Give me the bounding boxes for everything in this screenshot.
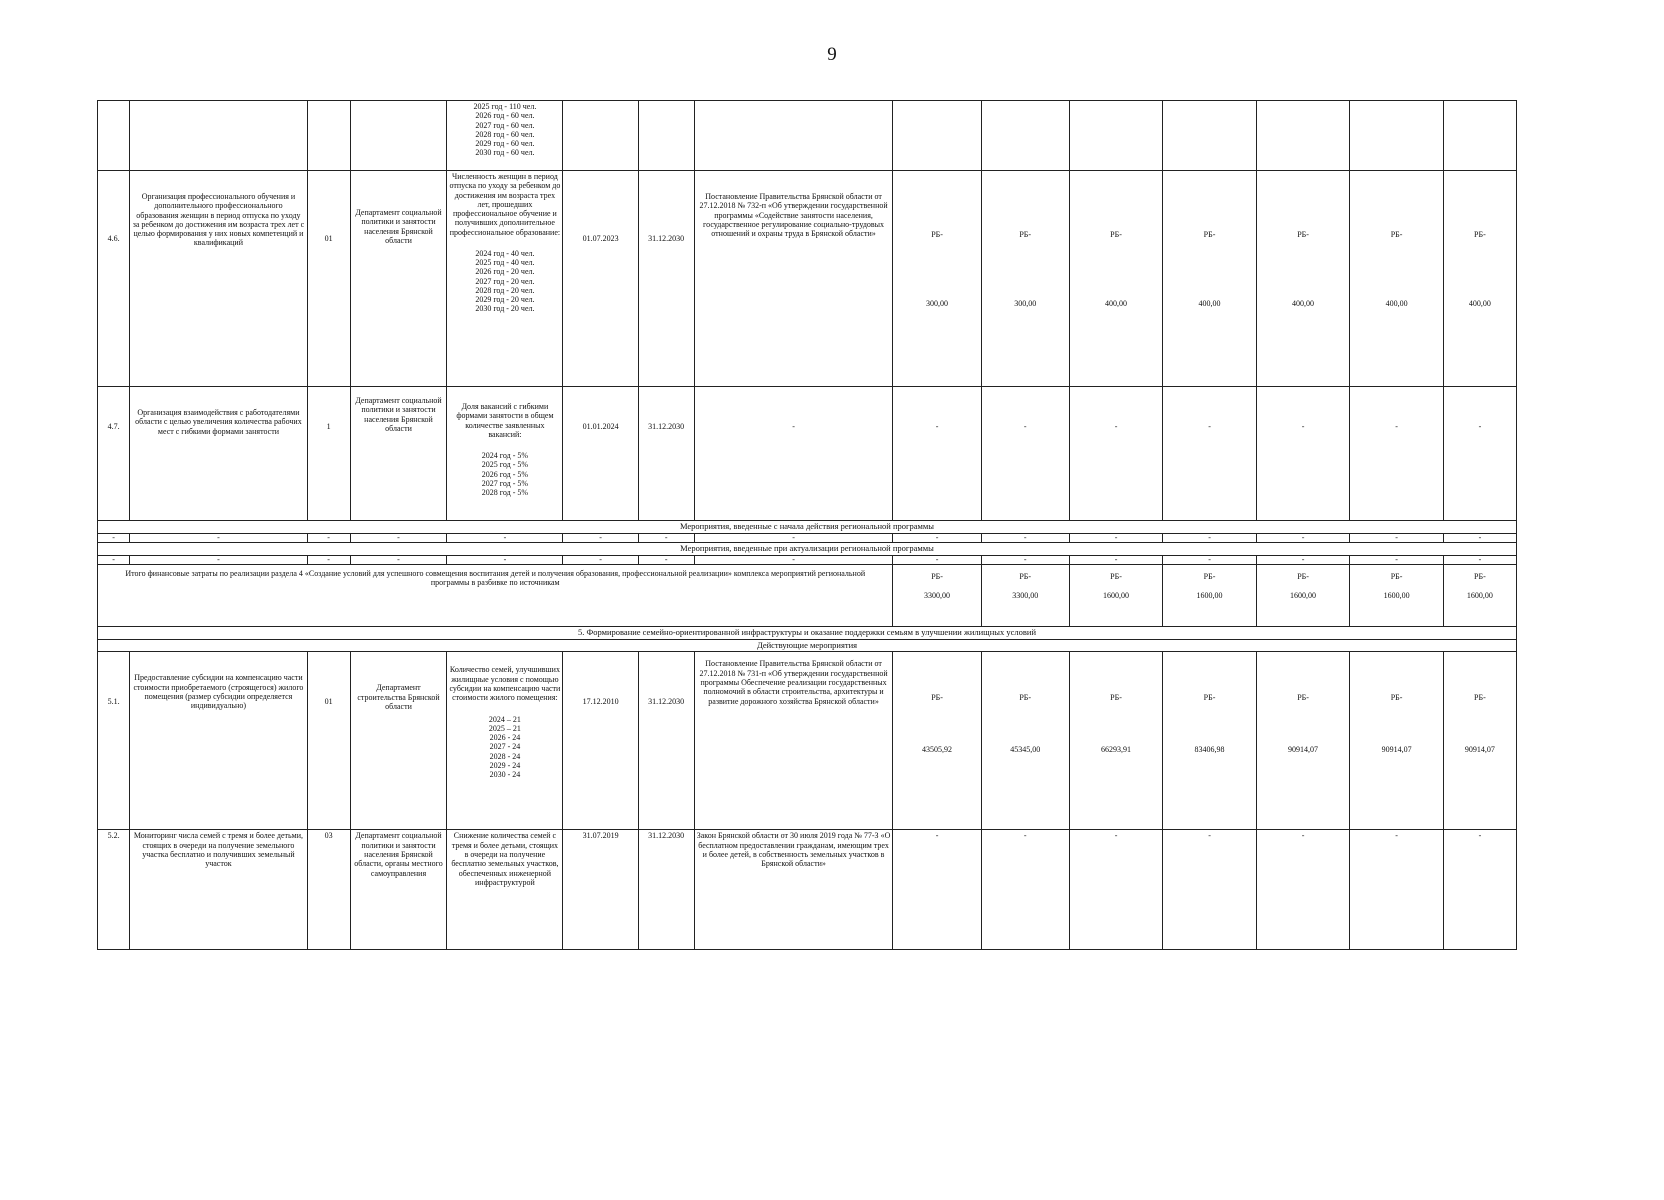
source-label: РБ- [1390,571,1403,581]
amount-2024: - [935,422,939,431]
measure-code: 03 [307,830,350,950]
total-2025: 3300,00 [1012,590,1039,600]
dash-cell: - [1350,533,1444,542]
row-number: 5.1. [107,697,120,707]
dash-cell: - [1256,533,1350,542]
amount-2024: - [893,830,981,950]
source-label: РБ- [1110,230,1122,239]
amount-2024: 43505,92 [922,744,953,754]
legal-basis: Постановление Правительства Брянской области от 27.12.2018 № 732-п «Об утверждении государственной программы «Содействие занятости населения, государственное регулирование социально-трудовых отношений и охраны труда в Брянской области» [699,192,888,239]
dash-cell: - [307,555,350,564]
indicator-text: Снижение количества семей с тремя и более детьми, стоящих в очереди на получение бесплатно земельных участков, обеспеченных инженерной инфраструктурой [447,830,563,950]
dash-cell: - [638,533,694,542]
amount-2028: 90914,07 [1288,744,1319,754]
dash-cell: - [694,533,893,542]
start-date: 17.12.2010 [582,697,619,707]
start-date: 01.07.2023 [582,234,619,243]
source-label: РБ- [1474,693,1486,703]
amount-2029: - [1395,422,1398,431]
section-heading: Мероприятия, введенные с начала действия региональной программы [98,521,1517,534]
dash-cell: - [98,533,130,542]
amount-2026: 66293,91 [1101,744,1132,754]
legal-basis: Закон Брянской области от 30 июля 2019 года № 77-З «О бесплатном предоставлении гражданам, имеющим трех и более детей, в собственность земельных участков в Брянской области» [694,830,893,950]
dash-cell: - [130,533,307,542]
source-label: РБ- [1110,571,1122,581]
table-row-5-2 [98,830,1517,950]
amount-2030: 90914,07 [1464,744,1495,754]
section-heading: Мероприятия, введенные при актуализации региональной программы [98,542,1517,555]
indicator-values: 2024 год - 40 чел. 2025 год - 40 чел. 2026 год - 20 чел. 2027 год - 20 чел. 2028 год - 20 чел. 2029 год - 20 чел. 2030 год - 20 чел. [475,248,535,314]
total-2029: 1600,00 [1383,590,1410,600]
amount-2027: - [1163,830,1257,950]
amount-2027: - [1208,422,1211,431]
dash-cell: - [981,533,1069,542]
dash-cell: - [981,555,1069,564]
source-label: РБ- [1019,230,1032,239]
amount-2028: - [1256,830,1350,950]
executor: Департамент строительства Брянской области [357,683,440,711]
source-label: РБ- [931,230,943,239]
amount-2027: 83406,98 [1194,744,1225,754]
amount-2026: - [1069,830,1163,950]
section-5-title: 5. Формирование семейно-ориентированной инфраструктуры и оказание поддержки семьям в улучшении жилищных условий [98,626,1517,639]
source-label: РБ- [1203,230,1216,239]
row-number: 4.7. [107,422,120,431]
table-row-4-6 [98,171,1517,387]
dash-cell: - [638,555,694,564]
end-date: 31.12.2030 [648,234,685,243]
dash-cell: - [1069,555,1163,564]
amount-2025: 45345,00 [1010,744,1041,754]
source-label: РБ- [1110,693,1122,703]
measure-name: Предоставление субсидии на компенсацию части стоимости приобретаемого (строящегося) жилого помещения (размер субсидии определяется индивидуально) [133,673,304,711]
total-2024: 3300,00 [924,590,951,600]
amount-2029: 400,00 [1385,299,1408,309]
measure-name: Организация профессионального обучения и дополнительного профессионального образования женщин в период отпуска по уходу за ребенком до достижения им возраста трех лет с целью формирования у них новых компетенций и квалификаций [132,192,305,248]
amount-2025: - [1023,422,1027,431]
row-number: 4.6. [107,234,120,243]
amount-2024: 300,00 [926,299,949,309]
indicator-text: Доля вакансий с гибкими формами занятости в общем количестве заявленных вакансий: [456,402,554,439]
dash-cell: - [563,533,638,542]
amount-2028: 400,00 [1292,299,1315,309]
table-row [98,101,1517,171]
dash-cell: - [1069,533,1163,542]
start-date: 31.07.2019 [563,830,638,950]
page-number: 9 [827,44,837,65]
section-5-sub-row [98,639,1517,652]
measure-code: 01 [324,697,333,707]
amount-2030: 400,00 [1468,299,1491,309]
amount-2029: 90914,07 [1381,744,1412,754]
total-label: Итого финансовые затраты по реализации раздела 4 «Создание условий для успешного совмещения воспитания детей и получения образования, профессиональной реализации» комплекса мероприятий региональной программы в разбивке по источникам [98,564,893,626]
total-2030: 1600,00 [1466,590,1493,600]
source-label: РБ- [1474,571,1486,581]
source-label: РБ- [931,693,943,703]
source-label: РБ- [1297,693,1309,703]
dash-cell: - [1443,555,1516,564]
amount-2029: - [1350,830,1444,950]
source-label: РБ- [1390,693,1403,703]
amount-2026: - [1114,422,1118,431]
total-2027: 1600,00 [1196,590,1223,600]
dash-cell: - [1443,533,1516,542]
source-label: РБ- [1297,571,1309,581]
indicator-values-cell: 2025 год - 110 чел. 2026 год - 60 чел. 2027 год - 60 чел. 2028 год - 60 чел. 2029 год - 60 чел. 2030 год - 60 чел. [447,101,563,171]
dash-cell: - [1163,555,1257,564]
section-heading-row [98,542,1517,555]
source-label: РБ- [1297,230,1309,239]
amount-2028: - [1301,422,1305,431]
table-row-4-7 [98,387,1517,521]
source-label: РБ- [931,571,943,581]
dash-cell: - [1163,533,1257,542]
source-label: РБ- [1019,571,1032,581]
dash-cell: - [1256,555,1350,564]
dash-cell: - [447,555,563,564]
executor: Департамент социальной политики и занятости населения Брянской области [355,396,442,433]
source-label: РБ- [1203,693,1216,703]
amount-2025: - [981,830,1069,950]
source-label: РБ- [1203,571,1216,581]
executor: Департамент социальной политики и занятости населения Брянской области [355,208,442,245]
row-number: 5.2. [98,830,130,950]
section-5-subtitle: Действующие мероприятия [98,639,1517,652]
measure-code: 1 [326,422,331,431]
amount-2030: - [1443,830,1516,950]
section-5-title-row [98,626,1517,639]
dash-cell: - [893,533,981,542]
indicator-values: 2024 – 21 2025 – 21 2026 - 24 2027 - 24 2028 - 24 2029 - 24 2030 - 24 [488,714,521,780]
dash-cell: - [130,555,307,564]
dash-cell: - [307,533,350,542]
measure-name: Мониторинг числа семей с тремя и более детьми, стоящих в очереди на получение земельного участка бесплатно и получивших земельный участок [130,830,307,950]
executor: Департамент социальной политики и занятости населения Брянской области, органы местного самоуправления [350,830,447,950]
amount-2025: 300,00 [1014,299,1037,309]
end-date: 31.12.2030 [648,422,685,431]
legal-basis: - [792,422,795,431]
indicator-text: Количество семей, улучшивших жилищные условия с помощью субсидии на компенсацию части стоимости жилого помещения: [449,665,561,703]
total-row [98,564,1517,626]
dash-cell: - [563,555,638,564]
indicator-text: Численность женщин в период отпуска по уходу за ребенком до достижения им возраста трех лет, прошедших профессиональное обучение и получивших дополнительное профессиональное образование: [449,172,561,237]
end-date: 31.12.2030 [648,697,685,707]
measure-code: 01 [324,234,333,243]
empty-row [98,533,1517,542]
end-date: 31.12.2030 [638,830,694,950]
total-2028: 1600,00 [1290,590,1317,600]
dash-cell: - [350,533,447,542]
total-2026: 1600,00 [1103,590,1130,600]
start-date: 01.01.2024 [582,422,619,431]
dash-cell: - [1350,555,1444,564]
source-label: РБ- [1019,693,1032,703]
program-measures-table [97,100,1517,950]
indicator-values: 2024 год - 5% 2025 год - 5% 2026 год - 5% 2027 год - 5% 2028 год - 5% [481,451,529,498]
source-label: РБ- [1390,230,1403,239]
dash-cell: - [98,555,130,564]
source-label: РБ- [1474,230,1486,239]
empty-row [98,555,1517,564]
legal-basis: Постановление Правительства Брянской области от 27.12.2018 № 731-п «Об утверждении государственной программы Обеспечение реализации государственных полномочий в области строительства, архитектуры и развитие дорожного хозяйства Брянской области» [699,659,888,706]
amount-2027: 400,00 [1198,299,1221,309]
dash-cell: - [694,555,893,564]
amount-2030: - [1478,422,1482,431]
dash-cell: - [447,533,563,542]
table-row-5-1 [98,652,1517,830]
dash-cell: - [350,555,447,564]
amount-2026: 400,00 [1105,299,1128,309]
measure-name: Организация взаимодействия с работодателями области с целью увеличения количества рабочих мест с гибкими формами занятости [135,408,302,436]
dash-cell: - [893,555,981,564]
section-heading-row [98,521,1517,534]
